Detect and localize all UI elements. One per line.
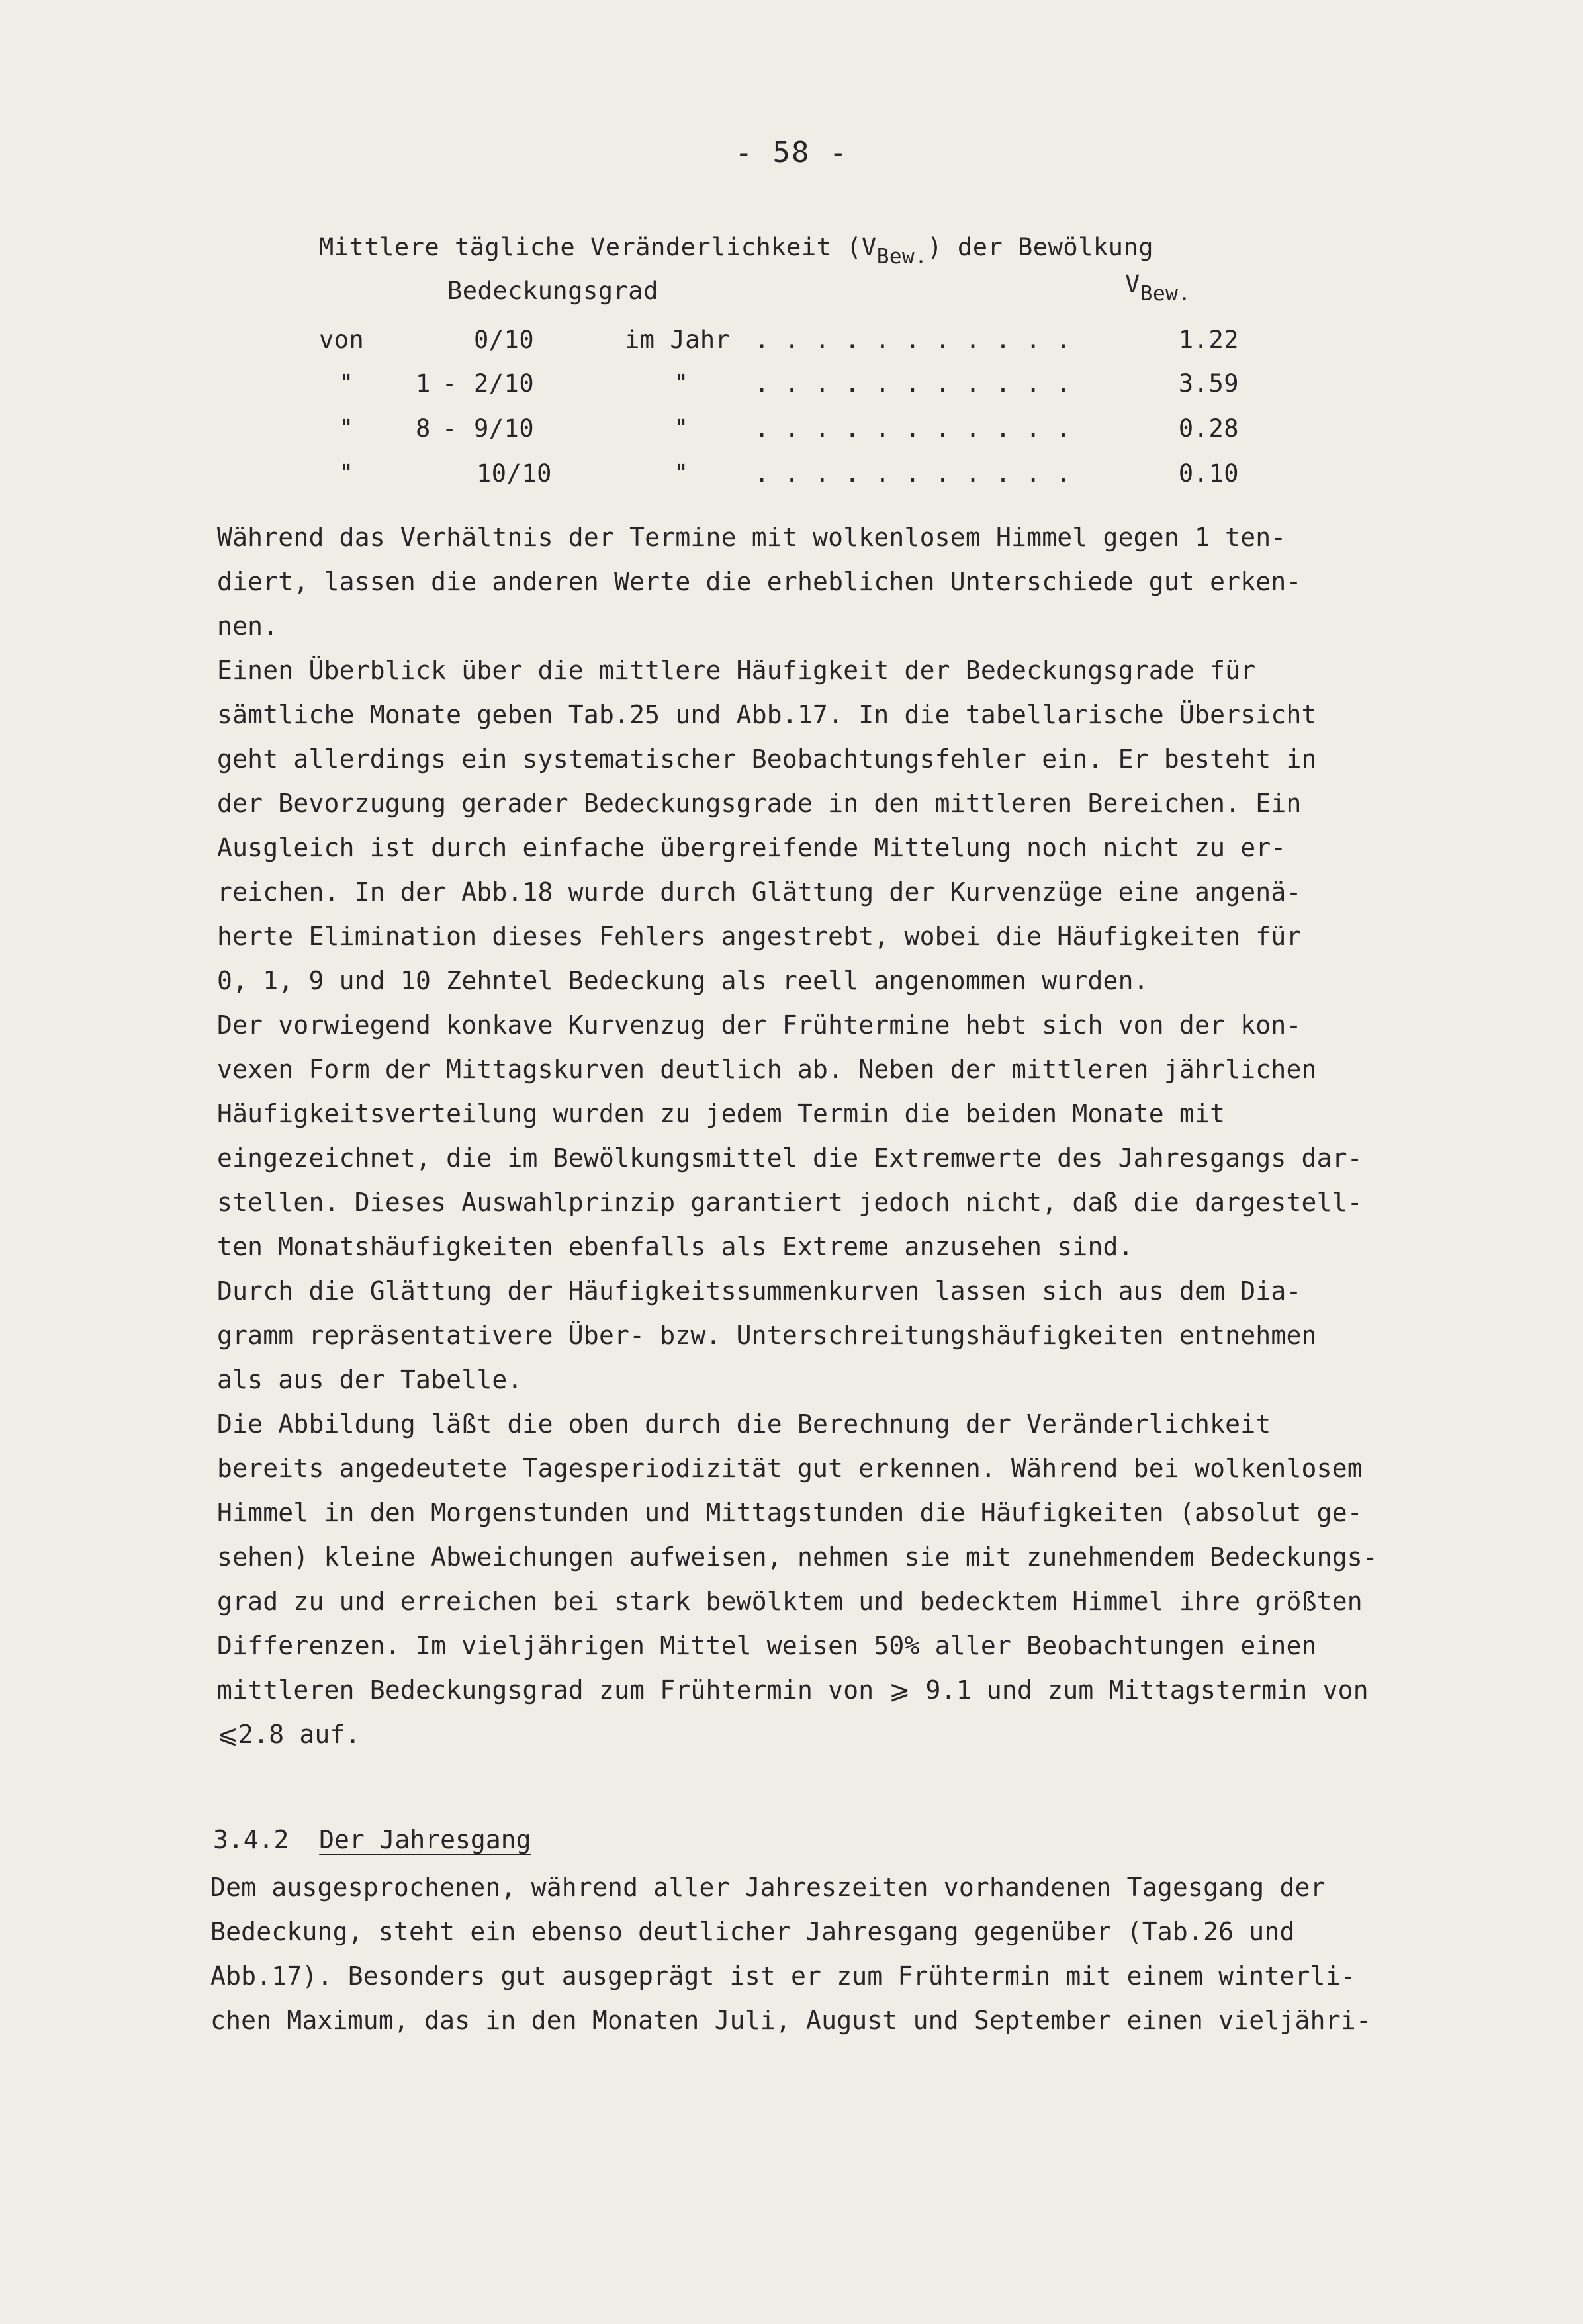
text-line: Differenzen. Im vieljährigen Mittel weisen 50% aller Beobachtungen einen bbox=[217, 1631, 1317, 1660]
row-value: 3.59 bbox=[1178, 369, 1239, 398]
text-line: bereits angedeutete Tagesperiodizität gut erkennen. Während bei wolkenlosem bbox=[217, 1454, 1363, 1483]
text-line: mittleren Bedeckungsgrad zum Frühtermin von ⩾ 9.1 und zum Mittagstermin von bbox=[217, 1676, 1369, 1705]
row-range-a: 1 bbox=[416, 369, 431, 398]
text-line: chen Maximum, das in den Monaten Juli, August und September einen vieljähri- bbox=[210, 2006, 1371, 2035]
text-line: Bedeckung, steht ein ebenso deutlicher Jahresgang gegenüber (Tab.26 und bbox=[210, 1917, 1295, 1946]
table-title-suffix: ) der Bewölkung bbox=[927, 233, 1154, 261]
text-line: Abb.17). Besonders gut ausgeprägt ist er zum Frühtermin mit einem winterli- bbox=[210, 1961, 1356, 1990]
row-dots: . . . . . . . . . . . bbox=[754, 326, 1071, 354]
text-line: sehen) kleine Abweichungen aufweisen, nehmen sie mit zunehmendem Bedeckungs- bbox=[217, 1542, 1378, 1572]
table-col-left: Bedeckungsgrad bbox=[447, 277, 658, 305]
text-line: eingezeichnet, die im Bewölkungsmittel die Extremwerte des Jahresgangs dar- bbox=[217, 1143, 1363, 1173]
text-line: als aus der Tabelle. bbox=[217, 1365, 523, 1394]
text-line: Häufigkeitsverteilung wurden zu jedem Termin die beiden Monate mit bbox=[217, 1099, 1226, 1128]
section-title: Der Jahresgang bbox=[319, 1825, 531, 1854]
text-line: geht allerdings ein systematischer Beobachtungsfehler ein. Er besteht in bbox=[217, 744, 1317, 774]
section-heading bbox=[213, 1825, 531, 1854]
row-prefix: von bbox=[319, 326, 365, 354]
text-line: ten Monatshäufigkeiten ebenfalls als Extreme anzusehen sind. bbox=[217, 1232, 1134, 1261]
text-line: Ausgleich ist durch einfache übergreifende Mittelung noch nicht zu er- bbox=[217, 833, 1287, 862]
row-where: im Jahr bbox=[625, 326, 731, 354]
text-line: ⩽2.8 auf. bbox=[217, 1720, 361, 1749]
text-line: reichen. In der Abb.18 wurde durch Glättung der Kurvenzüge eine angenä- bbox=[217, 877, 1302, 907]
text-line: diert, lassen die anderen Werte die erheblichen Unterschiede gut erken- bbox=[217, 567, 1302, 596]
table-col-right bbox=[1125, 270, 1191, 306]
text-line: Der vorwiegend konkave Kurvenzug der Frühtermine hebt sich von der kon- bbox=[217, 1010, 1302, 1040]
row-dots: . . . . . . . . . . . bbox=[754, 459, 1071, 488]
text-line: der Bevorzugung gerader Bedeckungsgrade in den mittleren Bereichen. Ein bbox=[217, 789, 1302, 818]
row-dots: . . . . . . . . . . . bbox=[754, 369, 1071, 398]
text-line: stellen. Dieses Auswahlprinzip garantiert jedoch nicht, daß die dargestell- bbox=[217, 1188, 1363, 1217]
body-text bbox=[217, 523, 1448, 1767]
row-where: " bbox=[674, 414, 689, 443]
text-line: Himmel in den Morgenstunden und Mittagstunden die Häufigkeiten (absolut ge- bbox=[217, 1498, 1363, 1527]
row-dash: - bbox=[442, 369, 457, 398]
text-line: grad zu und erreichen bei stark bewölktem und bedecktem Himmel ihre größten bbox=[217, 1587, 1363, 1616]
text-line: 0, 1, 9 und 10 Zehntel Bedeckung als reell angenommen wurden. bbox=[217, 966, 1149, 995]
table-title-prefix: Mittlere tägliche Veränderlichkeit (V bbox=[319, 233, 877, 261]
text-line: gramm repräsentativere Über- bzw. Unterschreitungshäufigkeiten entnehmen bbox=[217, 1321, 1317, 1350]
text-line: Durch die Glättung der Häufigkeitssummenkurven lassen sich aus dem Dia- bbox=[217, 1276, 1302, 1306]
row-value: 0.10 bbox=[1178, 459, 1239, 488]
row-range-b: 0/10 bbox=[474, 326, 535, 354]
row-prefix: " bbox=[339, 414, 354, 443]
row-value: 0.28 bbox=[1178, 414, 1239, 443]
text-line: herte Elimination dieses Fehlers angestrebt, wobei die Häufigkeiten für bbox=[217, 922, 1302, 951]
row-range-b: 9/10 bbox=[474, 414, 535, 443]
row-prefix: " bbox=[339, 459, 354, 488]
row-range-b: 10/10 bbox=[476, 459, 552, 488]
row-prefix: " bbox=[339, 369, 354, 398]
table-col-right-v: V bbox=[1125, 270, 1140, 298]
row-dots: . . . . . . . . . . . bbox=[754, 414, 1071, 443]
section-number: 3.4.2 bbox=[213, 1825, 289, 1854]
page-number: - 58 - bbox=[735, 136, 848, 169]
text-line: nen. bbox=[217, 611, 279, 641]
row-where: " bbox=[674, 459, 689, 488]
row-where: " bbox=[674, 369, 689, 398]
text-line: Einen Überblick über die mittlere Häufigkeit der Bedeckungsgrade für bbox=[217, 656, 1256, 685]
table-title-sub: Bew. bbox=[876, 245, 928, 269]
text-line: vexen Form der Mittagskurven deutlich ab. Neben der mittleren jährlichen bbox=[217, 1055, 1317, 1084]
table-title bbox=[319, 233, 1154, 269]
section-body-text bbox=[210, 1873, 1448, 2071]
row-range-a: 8 bbox=[416, 414, 431, 443]
text-line: Während das Verhältnis der Termine mit wolkenlosem Himmel gegen 1 ten- bbox=[217, 523, 1287, 552]
text-line: Dem ausgesprochenen, während aller Jahreszeiten vorhandenen Tagesgang der bbox=[210, 1873, 1326, 1902]
text-line: sämtliche Monate geben Tab.25 und Abb.17. In die tabellarische Übersicht bbox=[217, 700, 1317, 729]
table-col-right-sub: Bew. bbox=[1140, 282, 1191, 306]
row-value: 1.22 bbox=[1178, 326, 1239, 354]
row-dash: - bbox=[442, 414, 457, 443]
text-line: Die Abbildung läßt die oben durch die Berechnung der Veränderlichkeit bbox=[217, 1409, 1271, 1439]
row-range-b: 2/10 bbox=[474, 369, 535, 398]
